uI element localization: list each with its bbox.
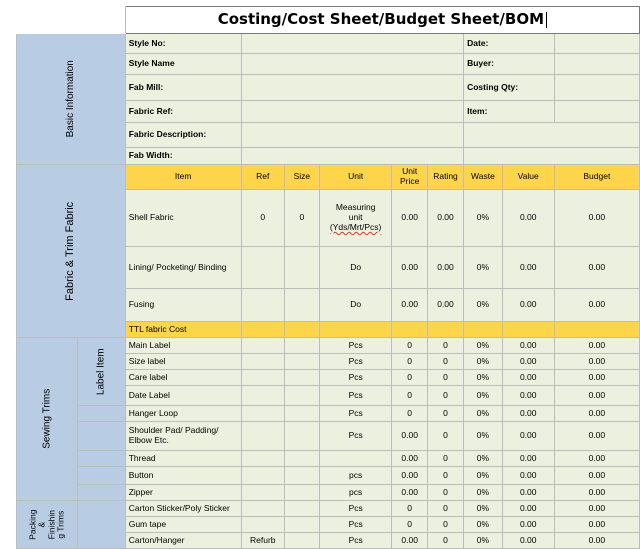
section-packing-finishing-trims: Packing & Finishin g Trims xyxy=(17,501,78,549)
label-item-spacer xyxy=(78,485,126,501)
style-name-field[interactable] xyxy=(241,54,463,75)
trim-budget[interactable]: 0.00 xyxy=(554,338,639,354)
trim-item[interactable]: Size label xyxy=(125,354,241,370)
trim-waste[interactable]: 0% xyxy=(464,370,503,386)
trim-waste[interactable]: 0% xyxy=(464,386,503,406)
trim-ref[interactable] xyxy=(241,467,284,485)
trim-value[interactable]: 0.00 xyxy=(502,485,554,501)
header-budget: Budget xyxy=(554,165,639,190)
trim-waste[interactable]: 0% xyxy=(464,338,503,354)
trim-budget[interactable]: 0.00 xyxy=(554,406,639,422)
trim-budget[interactable]: 0.00 xyxy=(554,467,639,485)
header-value: Value xyxy=(502,165,554,190)
fabric-unit[interactable] xyxy=(319,190,392,247)
packing-waste[interactable]: 0% xyxy=(464,533,503,549)
item-label: Item: xyxy=(464,101,555,123)
trim-value[interactable]: 0.00 xyxy=(502,451,554,467)
trim-item[interactable]: Date Label xyxy=(125,386,241,406)
packing-budget[interactable]: 0.00 xyxy=(554,533,639,549)
trim-waste[interactable]: 0% xyxy=(464,354,503,370)
fabric-budget[interactable]: 0.00 xyxy=(554,190,639,247)
fabric-unit-price[interactable]: 0.00 xyxy=(392,247,427,289)
trim-value[interactable]: 0.00 xyxy=(502,338,554,354)
trim-item[interactable]: Care label xyxy=(125,370,241,386)
trim-rating[interactable]: 0 xyxy=(427,451,463,467)
trim-value[interactable]: 0.00 xyxy=(502,354,554,370)
trim-budget[interactable]: 0.00 xyxy=(554,485,639,501)
packing-waste[interactable]: 0% xyxy=(464,501,503,517)
packing-budget[interactable]: 0.00 xyxy=(554,501,639,517)
trim-unit-price[interactable]: 0 xyxy=(392,370,427,386)
trim-rating[interactable]: 0 xyxy=(427,422,463,451)
style-no-label: Style No: xyxy=(125,34,241,54)
fabric-item[interactable]: Shell Fabric xyxy=(125,190,241,247)
trim-rating[interactable]: 0 xyxy=(427,354,463,370)
fabric-value[interactable]: 0.00 xyxy=(502,289,554,322)
section-fabric-trim: Fabric & Trim Fabric xyxy=(17,165,126,338)
trim-unit-price[interactable]: 0 xyxy=(392,338,427,354)
packing-size[interactable] xyxy=(284,517,319,533)
trim-ref[interactable] xyxy=(241,422,284,451)
trim-size[interactable] xyxy=(284,422,319,451)
packing-item[interactable]: Carton Sticker/Poly Sticker xyxy=(125,501,241,517)
sheet-title[interactable]: Costing/Cost Sheet/Budget Sheet/BOM xyxy=(125,7,639,34)
trim-ref[interactable] xyxy=(241,406,284,422)
header-size: Size xyxy=(284,165,319,190)
trim-waste[interactable]: 0% xyxy=(464,467,503,485)
section-label-item: Label Item xyxy=(78,338,126,406)
packing-unit-price[interactable]: 0.00 xyxy=(392,533,427,549)
fabric-ref[interactable] xyxy=(241,289,284,322)
packing-spacer xyxy=(78,501,126,549)
unit-line-1: Measuring xyxy=(335,202,376,213)
total-value-cell[interactable] xyxy=(502,322,554,338)
packing-unit-price[interactable]: 0 xyxy=(392,517,427,533)
total-ref-cell[interactable] xyxy=(241,322,284,338)
trim-size[interactable] xyxy=(284,354,319,370)
trim-value[interactable]: 0.00 xyxy=(502,406,554,422)
total-unit-cell[interactable] xyxy=(319,322,392,338)
unit-line-3: (Yds/Mrt/Pcs) xyxy=(329,221,382,232)
trim-value[interactable]: 0.00 xyxy=(502,422,554,451)
style-no-field[interactable] xyxy=(241,34,463,54)
fabric-size[interactable] xyxy=(284,289,319,322)
trim-item[interactable]: Zipper xyxy=(125,485,241,501)
trim-budget[interactable]: 0.00 xyxy=(554,370,639,386)
fabric-size[interactable] xyxy=(284,247,319,289)
packing-budget[interactable]: 0.00 xyxy=(554,517,639,533)
trim-rating[interactable]: 0 xyxy=(427,406,463,422)
packing-unit-price[interactable]: 0 xyxy=(392,501,427,517)
fabric-rating[interactable]: 0.00 xyxy=(427,190,463,247)
packing-item[interactable]: Carton/Hanger xyxy=(125,533,241,549)
fabric-rating[interactable]: 0.00 xyxy=(427,247,463,289)
fab-mill-label: Fab Mill: xyxy=(125,75,241,101)
unit-line-2: unit xyxy=(348,212,363,223)
section-sewing-trims: Sewing Trims xyxy=(17,338,78,501)
style-name-label: Style Name xyxy=(125,54,241,75)
trim-budget[interactable]: 0.00 xyxy=(554,354,639,370)
buyer-label: Buyer: xyxy=(464,54,555,75)
fabric-ref[interactable]: 0 xyxy=(241,190,284,247)
label-item-spacer xyxy=(78,422,126,451)
packing-value[interactable]: 0.00 xyxy=(502,501,554,517)
packing-value[interactable]: 0.00 xyxy=(502,533,554,549)
trim-budget[interactable]: 0.00 xyxy=(554,422,639,451)
text-cursor xyxy=(546,12,547,28)
fabric-size[interactable]: 0 xyxy=(284,190,319,247)
fabric-description-field[interactable] xyxy=(241,123,463,148)
trim-waste[interactable]: 0% xyxy=(464,451,503,467)
fabric-waste[interactable]: 0% xyxy=(464,289,503,322)
trim-size[interactable] xyxy=(284,485,319,501)
section-basic-information: Basic Information xyxy=(17,34,126,165)
trim-unit[interactable]: pcs xyxy=(319,467,392,485)
fabric-description-label: Fabric Description: xyxy=(125,123,241,148)
total-size-cell[interactable] xyxy=(284,322,319,338)
header-rating: Rating xyxy=(427,165,463,190)
header-waste: Waste xyxy=(464,165,503,190)
packing-value[interactable]: 0.00 xyxy=(502,517,554,533)
trim-waste[interactable]: 0% xyxy=(464,485,503,501)
fabric-unit-price[interactable]: 0.00 xyxy=(392,289,427,322)
trim-rating[interactable]: 0 xyxy=(427,370,463,386)
trim-unit[interactable] xyxy=(319,451,392,467)
header-unit: Unit xyxy=(319,165,392,190)
fab-mill-field[interactable] xyxy=(241,75,463,101)
trim-unit[interactable]: Pcs xyxy=(319,354,392,370)
total-fabric-cost-label: TTL fabric Cost xyxy=(125,322,241,338)
trim-unit-price[interactable]: 0.00 xyxy=(392,485,427,501)
fabric-budget[interactable]: 0.00 xyxy=(554,289,639,322)
costing-qty-label: Costing Qty: xyxy=(464,75,555,101)
total-unit-price-cell[interactable] xyxy=(392,322,427,338)
trim-unit[interactable]: Pcs xyxy=(319,370,392,386)
trim-unit[interactable]: Pcs xyxy=(319,406,392,422)
packing-rating[interactable]: 0 xyxy=(427,501,463,517)
date-label: Date: xyxy=(464,34,555,54)
costing-table xyxy=(16,6,640,549)
fabric-rating[interactable]: 0.00 xyxy=(427,289,463,322)
trim-unit-price[interactable]: 0 xyxy=(392,354,427,370)
fabric-item[interactable]: Fusing xyxy=(125,289,241,322)
trim-ref[interactable] xyxy=(241,370,284,386)
trim-unit[interactable]: Pcs xyxy=(319,386,392,406)
fab-width-label: Fab Width: xyxy=(125,148,241,165)
buyer-field[interactable] xyxy=(554,54,639,75)
fab-width-extra[interactable] xyxy=(464,148,640,165)
blank-corner xyxy=(17,7,126,34)
total-rating-cell[interactable] xyxy=(427,322,463,338)
item-field[interactable] xyxy=(554,101,639,123)
trim-size[interactable] xyxy=(284,338,319,354)
packing-rating[interactable]: 0 xyxy=(427,533,463,549)
packing-ref[interactable] xyxy=(241,501,284,517)
trim-value[interactable]: 0.00 xyxy=(502,370,554,386)
trim-size[interactable] xyxy=(284,386,319,406)
trim-unit-price[interactable]: 0.00 xyxy=(392,422,427,451)
fabric-ref-label: Fabric Ref: xyxy=(125,101,241,123)
trim-unit[interactable]: Pcs xyxy=(319,338,392,354)
fabric-ref[interactable] xyxy=(241,247,284,289)
trim-rating[interactable]: 0 xyxy=(427,386,463,406)
trim-rating[interactable]: 0 xyxy=(427,467,463,485)
trim-size[interactable] xyxy=(284,406,319,422)
trim-size[interactable] xyxy=(284,467,319,485)
header-unit-price: Unit Price xyxy=(392,165,427,190)
trim-rating[interactable]: 0 xyxy=(427,338,463,354)
label-item-spacer xyxy=(78,406,126,422)
packing-unit[interactable]: Pcs xyxy=(319,517,392,533)
fabric-value[interactable]: 0.00 xyxy=(502,190,554,247)
packing-waste[interactable]: 0% xyxy=(464,517,503,533)
packing-size[interactable] xyxy=(284,501,319,517)
fabric-ref-field[interactable] xyxy=(241,101,463,123)
packing-rating[interactable]: 0 xyxy=(427,517,463,533)
fabric-waste[interactable]: 0% xyxy=(464,247,503,289)
packing-unit[interactable]: Pcs xyxy=(319,501,392,517)
trim-item[interactable]: Thread xyxy=(125,451,241,467)
costing-qty-field[interactable] xyxy=(554,75,639,101)
packing-unit[interactable]: Pcs xyxy=(319,533,392,549)
trim-value[interactable]: 0.00 xyxy=(502,467,554,485)
trim-ref[interactable] xyxy=(241,386,284,406)
trim-unit-price[interactable]: 0.00 xyxy=(392,451,427,467)
trim-budget[interactable]: 0.00 xyxy=(554,451,639,467)
total-budget-cell[interactable] xyxy=(554,322,639,338)
label-item-spacer xyxy=(78,451,126,467)
packing-ref[interactable] xyxy=(241,517,284,533)
trim-value[interactable]: 0.00 xyxy=(502,386,554,406)
trim-item[interactable]: Button xyxy=(125,467,241,485)
trim-waste[interactable]: 0% xyxy=(464,406,503,422)
header-item: Item xyxy=(125,165,241,190)
total-waste-cell[interactable] xyxy=(464,322,503,338)
fabric-unit-price[interactable]: 0.00 xyxy=(392,190,427,247)
label-item-spacer xyxy=(78,467,126,485)
fabric-waste[interactable]: 0% xyxy=(464,190,503,247)
trim-unit-price[interactable]: 0 xyxy=(392,406,427,422)
trim-item[interactable]: Main Label xyxy=(125,338,241,354)
packing-ref[interactable]: Refurb xyxy=(241,533,284,549)
header-ref: Ref xyxy=(241,165,284,190)
trim-unit-price[interactable]: 0 xyxy=(392,386,427,406)
trim-unit[interactable]: pcs xyxy=(319,485,392,501)
trim-ref[interactable] xyxy=(241,338,284,354)
fabric-description-extra[interactable] xyxy=(464,123,640,148)
trim-ref[interactable] xyxy=(241,485,284,501)
fab-width-field[interactable] xyxy=(241,148,463,165)
fabric-budget[interactable]: 0.00 xyxy=(554,247,639,289)
trim-item[interactable]: Hanger Loop xyxy=(125,406,241,422)
fabric-unit[interactable]: Do xyxy=(319,289,392,322)
fabric-value[interactable]: 0.00 xyxy=(502,247,554,289)
trim-ref[interactable] xyxy=(241,354,284,370)
trim-size[interactable] xyxy=(284,370,319,386)
fabric-item[interactable]: Lining/ Pocketing/ Binding xyxy=(125,247,241,289)
trim-ref[interactable] xyxy=(241,451,284,467)
trim-unit[interactable]: Pcs xyxy=(319,422,392,451)
trim-unit-price[interactable]: 0.00 xyxy=(392,467,427,485)
trim-waste[interactable]: 0% xyxy=(464,422,503,451)
date-field[interactable] xyxy=(554,34,639,54)
trim-size[interactable] xyxy=(284,451,319,467)
trim-item[interactable]: Shoulder Pad/ Padding/ Elbow Etc. xyxy=(125,422,241,451)
trim-budget[interactable]: 0.00 xyxy=(554,386,639,406)
fabric-unit[interactable]: Do xyxy=(319,247,392,289)
trim-rating[interactable]: 0 xyxy=(427,485,463,501)
packing-item[interactable]: Gum tape xyxy=(125,517,241,533)
